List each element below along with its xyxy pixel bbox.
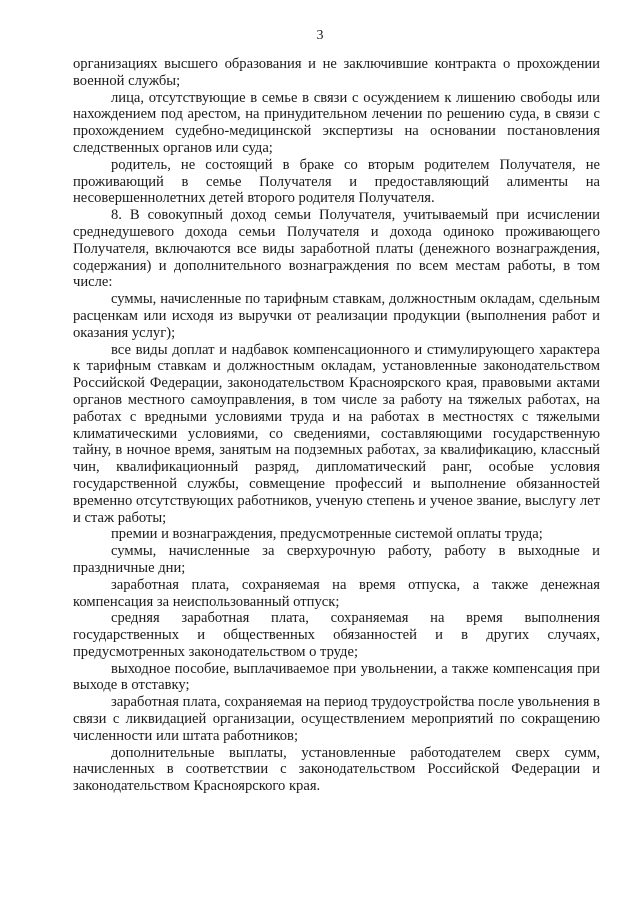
paragraph: заработная плата, сохраняемая на период трудоустройства после увольнения в связи с ликвидацией организации, осуществлением мероприятий по сокращению численности или штата работников; xyxy=(73,694,600,744)
paragraph: суммы, начисленные за сверхурочную работу, работу в выходные и праздничные дни; xyxy=(73,543,600,576)
paragraph: родитель, не состоящий в браке со вторым родителем Получателя, не проживающий в семье Получателя и предоставляющий алименты на несовершеннолетних детей второго родителя Получателя. xyxy=(73,156,600,207)
document-body xyxy=(73,56,600,795)
page-number: 3 xyxy=(316,28,324,43)
paragraph: лица, отсутствующие в семье в связи с осуждением к лишению свободы или нахождением под арестом, на принудительном лечении по решению суда, в связи с прохождением судебно-медицинской экспертизы на основании постановления следственных органов или суда; xyxy=(73,89,600,156)
paragraph: все виды доплат и надбавок компенсационного и стимулирующего характера к тарифным ставкам и должностным окладам, установленные законодательством Российской Федерации, законодательством Красноярского края, правовыми актами органов местного самоуправления, в том числе за работу на тяжелых работах, на работах с вредными условиями труда и на работах в местностях с тяжелыми климатическими условиями, со сведениями, составляющими государственную тайну, в ночное время, занятым на подземных работах, за квалификацию, классный чин, квалификационный разряд, дипломатический ранг, особые условия государственной службы, совмещение профессий и выполнение обязанностей временно отсутствующих работников, ученую степень и ученое звание, выслугу лет и стаж работы; xyxy=(73,341,600,526)
paragraph: средняя заработная плата, сохраняемая на время выполнения государственных и общественных обязанностей и в других случаях, предусмотренных законодательством о труде; xyxy=(73,610,600,660)
paragraph-item-8: 8. В совокупный доход семьи Получателя, учитываемый при исчислении среднедушевого дохода семьи Получателя и дохода одиноко проживающего Получателя, включаются все виды заработной платы (денежного вознаграждения, содержания) и дополнительного вознаграждения по всем местам работы, в том числе: xyxy=(73,207,600,291)
paragraph: выходное пособие, выплачиваемое при увольнении, а также компенсация при выходе в отставку; xyxy=(73,660,600,694)
paragraph: дополнительные выплаты, установленные работодателем сверх сумм, начисленных в соответствии с законодательством Российской Федерации и законодательством Красноярского края. xyxy=(73,744,600,795)
paragraph: заработная плата, сохраняемая на время отпуска, а также денежная компенсация за неиспользованный отпуск; xyxy=(73,576,600,610)
paragraph: организациях высшего образования и не заключившие контракта о прохождении военной службы; xyxy=(73,56,600,89)
paragraph: суммы, начисленные по тарифным ставкам, должностным окладам, сдельным расценкам или исходя из выручки от реализации продукции (выполнения работ и оказания услуг); xyxy=(73,291,600,341)
paragraph: премии и вознаграждения, предусмотренные системой оплаты труда; xyxy=(111,526,543,543)
